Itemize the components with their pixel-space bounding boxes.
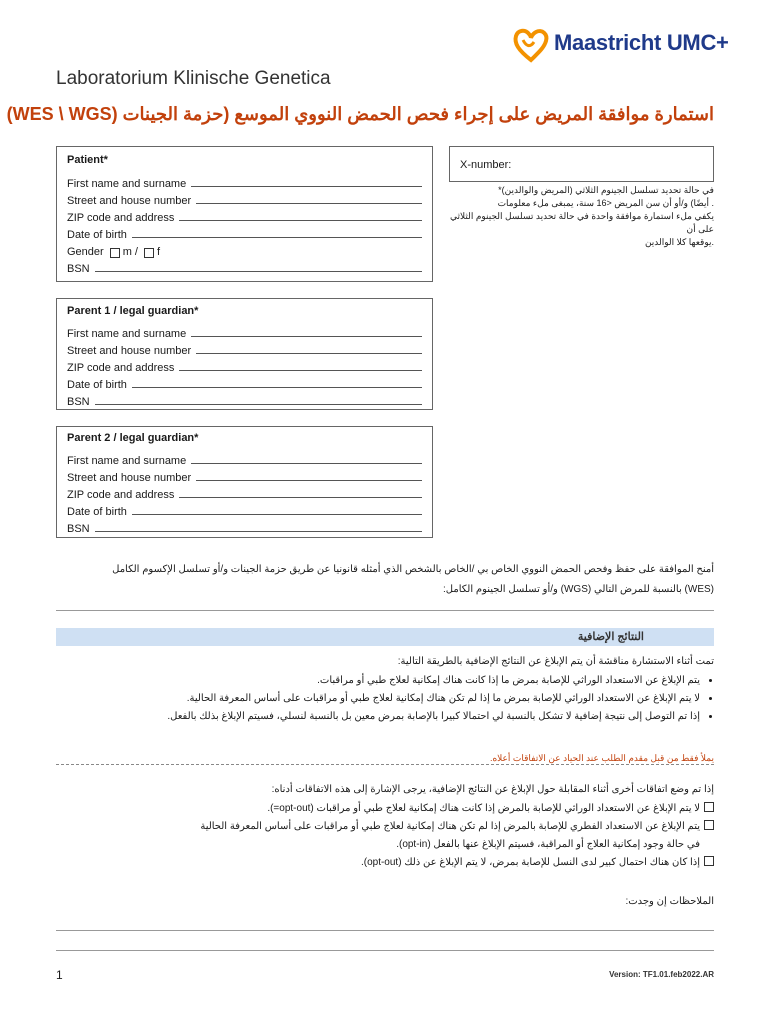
logo-text: Maastricht UMC+	[554, 30, 729, 55]
parent2-zip-field[interactable]: ZIP code and address	[67, 484, 422, 501]
option-row-cont: في حالة وجود إمكانية العلاج أو المراقبة، فسيتم الإبلاغ عنها بالفعل (opt-in).	[396, 839, 700, 850]
xnumber-label: X-number:	[460, 159, 512, 171]
gender-f-checkbox[interactable]	[144, 248, 154, 258]
patient-header: Patient*	[67, 154, 108, 166]
parent2-box	[56, 426, 433, 538]
parent2-street-field[interactable]: Street and house number	[67, 467, 422, 484]
option-row: إذا كان هناك احتمال كبير لدى النسل للإصابة بمرض، لا يتم الإبلاغ عن ذلك (opt-out).	[56, 854, 714, 872]
parent2-dob-field[interactable]: Date of birth	[67, 501, 422, 518]
additional-results-bar	[56, 628, 714, 646]
consent-statement: أمنح الموافقة على حفظ وفحص الحمض النووي الخاص بي /الخاص بالشخص الذي أمثله قانونيا عن طريق حزمة الجينات و/أو تسلسل الإكسوم الكامل (WES) بالنسبة للمرض التالي (WGS) و/أو تسلسل الجينوم الكامل:	[112, 564, 714, 595]
parent1-bsn-field[interactable]: BSN	[67, 391, 422, 408]
disease-input-line[interactable]	[56, 610, 714, 611]
parent2-bsn-field[interactable]: BSN	[67, 518, 422, 535]
remarks-label: الملاحظات إن وجدت:	[625, 896, 714, 907]
parent1-dob-field[interactable]: Date of birth	[67, 374, 422, 391]
parent1-street-field[interactable]: Street and house number	[67, 340, 422, 357]
divider	[56, 764, 714, 765]
patient-street-field[interactable]: Street and house number	[67, 190, 422, 207]
agreements-intro: إذا تم وضع اتفاقات أخرى أثناء المقابلة حول الإبلاغ عن النتائج الإضافية، يرجى الإشارة إلى هذه الاتفاقات أدناه:	[271, 784, 714, 795]
page-title: Laboratorium Klinische Genetica	[56, 68, 331, 89]
results-bullets	[56, 672, 714, 726]
option-1-checkbox[interactable]	[704, 802, 714, 812]
arabic-form-title: استمارة موافقة المريض على إجراء فحص الحمض النووي الموسع (حزمة الجينات (WES \ WGS)	[6, 104, 714, 124]
requester-heading: يملأ فقط من قبل مقدم الطلب عند الحياد عن الاتفاقات أعلاه.	[489, 753, 714, 763]
page-number: 1	[56, 968, 63, 982]
patient-box	[56, 146, 433, 282]
bullet-item: • يتم الإبلاغ عن الاستعداد الوراثي للإصابة بمرض ما إذا كانت هناك إمكانية لعلاج طبي أو مراقبات.	[56, 672, 700, 690]
mumc-logo	[512, 26, 729, 66]
parent1-zip-field[interactable]: ZIP code and address	[67, 357, 422, 374]
section-intro: تمت أثناء الاستشارة مناقشة أن يتم الإبلاغ عن النتائج الإضافية بالطريقة التالية:	[397, 656, 714, 667]
remarks-line-1[interactable]	[56, 930, 714, 931]
option-row: يتم الإبلاغ عن الاستعداد الفطري للإصابة بالمرض إذا لم تكن هناك إمكانية لعلاج طبي أو مراقبات على أساس المعرفة الحالية	[56, 818, 714, 836]
patient-name-field[interactable]: First name and surname	[67, 173, 422, 190]
option-2-checkbox[interactable]	[704, 820, 714, 830]
trio-note: في حالة تحديد تسلسل الجينوم الثلاثي (المريض والوالدين)* . أيضًا) و/أو أن سن المريض <16 سنة، يمبغى ملء معلومات يكفي ملء استمارة موافقة واحدة في حالة تحديد تسلسل الجينوم الثلاثي على أن .يوقعها كلا الوالدين	[449, 185, 714, 247]
parent1-header: Parent 1 / legal guardian*	[67, 305, 199, 317]
patient-gender-field: Gender m / f	[67, 246, 161, 258]
bullet-item: • إذا تم التوصل إلى نتيجة إضافية لا تشكل بالنسبة لي احتمالا كبيرا بالإصابة بمرض معين بل بالنسبة لنسلي، فسيتم الإبلاغ بذلك بالفعل.	[56, 708, 700, 726]
gender-m-checkbox[interactable]	[110, 248, 120, 258]
parent2-header: Parent 2 / legal guardian*	[67, 432, 199, 444]
section-title: النتائج الإضافية	[577, 631, 644, 643]
remarks-line-2[interactable]	[56, 950, 714, 951]
options-list	[56, 800, 714, 872]
parent2-name-field[interactable]: First name and surname	[67, 450, 422, 467]
heart-logo-icon	[512, 26, 550, 64]
bullet-item: • لا يتم الإبلاغ عن الاستعداد الوراثي للإصابة بمرض ما إذا لم تكن هناك إمكانية لعلاج طبي أو مراقبات على أساس المعرفة الحالية.	[56, 690, 700, 708]
xnumber-box[interactable]	[449, 146, 714, 182]
parent1-box	[56, 298, 433, 410]
version-label: Version: TF1.01.feb2022.AR	[609, 970, 714, 979]
option-3-checkbox[interactable]	[704, 856, 714, 866]
patient-zip-field[interactable]: ZIP code and address	[67, 207, 422, 224]
parent1-name-field[interactable]: First name and surname	[67, 323, 422, 340]
option-row: لا يتم الإبلاغ عن الاستعداد الوراثي للإصابة بالمرض إذا كانت هناك إمكانية لعلاج طبي أو مراقبات (opt-out=).	[56, 800, 714, 818]
patient-dob-field[interactable]: Date of birth	[67, 224, 422, 241]
patient-bsn-field[interactable]: BSN	[67, 258, 422, 275]
